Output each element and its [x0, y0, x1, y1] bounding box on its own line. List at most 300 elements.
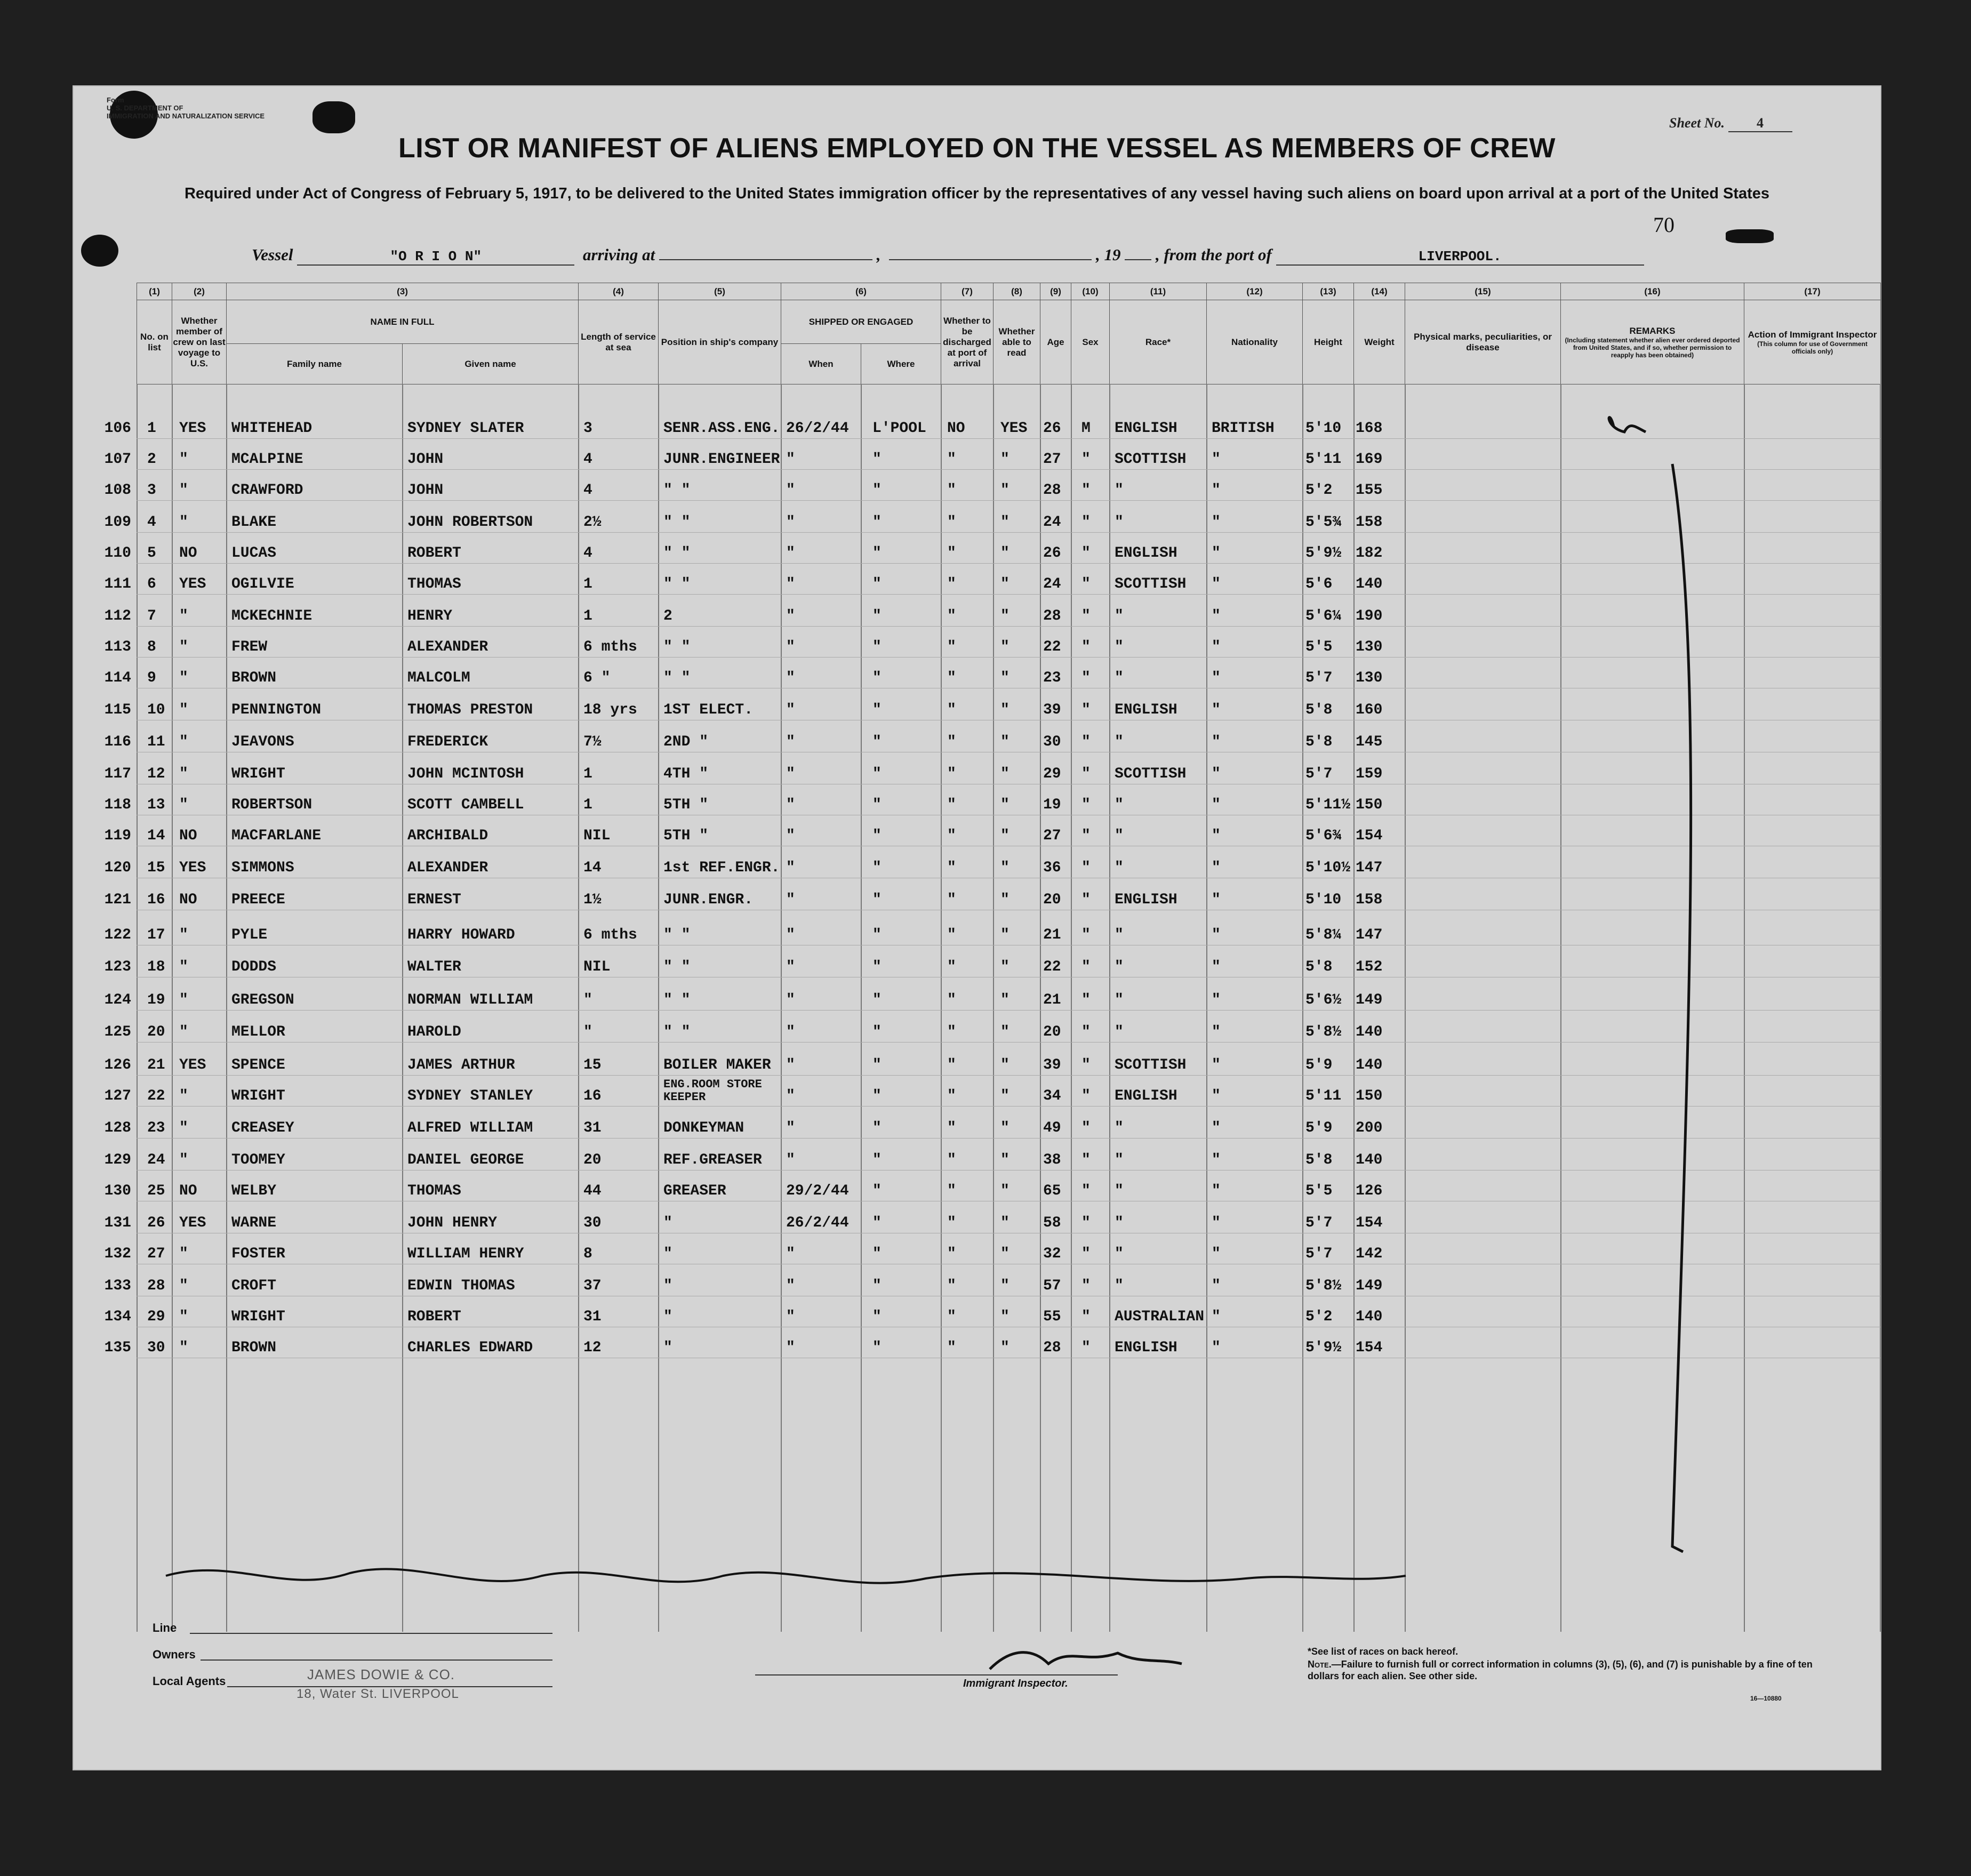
row-given-name: SCOTT CAMBELL	[407, 797, 524, 813]
row-nationality: "	[1212, 576, 1221, 592]
col-num: (12)	[1207, 283, 1303, 300]
row-position: SENR.ASS.ENG.	[663, 420, 780, 437]
row-read: "	[1000, 927, 1009, 943]
col-num: (6)	[781, 283, 941, 300]
row-service: 15	[583, 1057, 602, 1073]
row-nationality: "	[1212, 797, 1221, 813]
row-line-number: 129	[104, 1152, 131, 1168]
row-sex: "	[1081, 1120, 1091, 1136]
from-port-label: from the port of	[1164, 245, 1272, 264]
row-read: "	[1000, 608, 1009, 624]
row-nationality: "	[1212, 702, 1221, 718]
row-where: "	[872, 860, 882, 876]
row-height: 5'8	[1305, 734, 1333, 750]
row-race: SCOTTISH	[1115, 576, 1187, 592]
row-race: "	[1115, 514, 1124, 531]
row-read: "	[1000, 1183, 1009, 1199]
row-prev-voyage: "	[179, 639, 188, 655]
row-given-name: FREDERICK	[407, 734, 488, 750]
row-read: "	[1000, 482, 1009, 499]
inspector-initial-mark	[1609, 418, 1646, 432]
vessel-label: Vessel	[252, 245, 293, 264]
row-height: 5'6	[1305, 576, 1333, 592]
row-given-name: ALFRED WILLIAM	[407, 1120, 533, 1136]
row-given-name: ERNEST	[407, 892, 461, 908]
row-line-number: 128	[104, 1120, 131, 1136]
row-height: 5'7	[1305, 766, 1333, 782]
year-label: 19	[1104, 245, 1121, 264]
row-weight: 190	[1356, 608, 1383, 624]
row-where: "	[872, 1309, 882, 1325]
row-no: 4	[147, 514, 156, 531]
row-nationality: "	[1212, 828, 1221, 844]
row-height: 5'6½	[1305, 992, 1342, 1008]
row-line-number: 131	[104, 1215, 131, 1231]
row-line-number: 116	[104, 734, 131, 750]
row-discharged: "	[947, 1057, 956, 1073]
row-age: 28	[1043, 482, 1061, 499]
row-read: "	[1000, 1215, 1009, 1231]
row-line-number: 133	[104, 1278, 131, 1294]
row-service: "	[583, 992, 592, 1008]
row-read: "	[1000, 1088, 1009, 1104]
row-age: 26	[1043, 545, 1061, 562]
row-nationality: "	[1212, 1024, 1221, 1040]
row-read: "	[1000, 734, 1009, 750]
page-title: LIST OR MANIFEST OF ALIENS EMPLOYED ON THE VESSEL AS MEMBERS OF CREW	[398, 133, 1556, 164]
row-when: "	[786, 482, 795, 499]
row-discharged: "	[947, 1340, 956, 1356]
row-weight: 130	[1356, 639, 1383, 655]
row-sex: "	[1081, 797, 1091, 813]
row-height: 5'5¾	[1305, 514, 1342, 531]
row-race: AUSTRALIAN	[1115, 1309, 1205, 1325]
row-position: " "	[663, 639, 691, 655]
row-height: 5'8¼	[1305, 927, 1342, 943]
row-read: "	[1000, 1152, 1009, 1168]
row-family-name: CREASEY	[231, 1120, 294, 1136]
row-service: 14	[583, 860, 602, 876]
row-age: 29	[1043, 766, 1061, 782]
row-height: 5'9	[1305, 1120, 1333, 1136]
row-where: "	[872, 1088, 882, 1104]
row-position: " "	[663, 576, 691, 592]
row-sex: "	[1081, 1088, 1091, 1104]
row-no: 29	[147, 1309, 165, 1325]
row-prev-voyage: "	[179, 1024, 188, 1040]
row-sex: "	[1081, 1246, 1091, 1262]
col-num: (3)	[227, 283, 579, 300]
row-no: 15	[147, 860, 165, 876]
row-line-number: 132	[104, 1246, 131, 1262]
row-line-number: 118	[104, 797, 131, 813]
row-service: 6 "	[583, 670, 611, 686]
row-given-name: ALEXANDER	[407, 639, 488, 655]
row-line-number: 127	[104, 1088, 131, 1104]
row-height: 5'9	[1305, 1057, 1333, 1073]
row-nationality: "	[1212, 1340, 1221, 1356]
row-position: " "	[663, 992, 691, 1008]
row-prev-voyage: "	[179, 992, 188, 1008]
row-sex: "	[1081, 1215, 1091, 1231]
col-subheader: When	[781, 344, 861, 384]
row-position: "	[663, 1309, 672, 1325]
row-nationality: "	[1212, 766, 1221, 782]
row-race: ENGLISH	[1115, 545, 1177, 562]
row-sex: "	[1081, 992, 1091, 1008]
row-when: "	[786, 992, 795, 1008]
row-height: 5'11½	[1305, 797, 1351, 813]
col-subheader: Family name	[227, 344, 403, 384]
row-sex: "	[1081, 828, 1091, 844]
row-no: 8	[147, 639, 156, 655]
row-when: "	[786, 892, 795, 908]
row-read: "	[1000, 451, 1009, 468]
row-line-number: 123	[104, 959, 131, 975]
row-given-name: THOMAS PRESTON	[407, 702, 533, 718]
row-service: 12	[583, 1340, 602, 1356]
handwritten-number: 70	[1653, 213, 1674, 237]
row-nationality: "	[1212, 608, 1221, 624]
row-sex: "	[1081, 670, 1091, 686]
row-age: 34	[1043, 1088, 1061, 1104]
row-when: "	[786, 766, 795, 782]
row-weight: 149	[1356, 992, 1383, 1008]
row-prev-voyage: "	[179, 1309, 188, 1325]
row-sex: "	[1081, 1278, 1091, 1294]
row-where: "	[872, 702, 882, 718]
row-no: 22	[147, 1088, 165, 1104]
row-height: 5'10	[1305, 420, 1342, 437]
footer-owners-rule	[201, 1659, 552, 1661]
row-position: 5TH "	[663, 828, 709, 844]
row-family-name: DODDS	[231, 959, 277, 975]
row-race: "	[1115, 639, 1124, 655]
note-text: —Failure to furnish full or correct information in columns (3), (5), (6), and (7) is punishable by a fine of ten dollars for each alien. See other side.	[1308, 1659, 1813, 1681]
row-weight: 154	[1356, 828, 1383, 844]
row-prev-voyage: NO	[179, 545, 197, 562]
row-read: "	[1000, 860, 1009, 876]
col-num: (1)	[137, 283, 172, 300]
row-given-name: JOHN HENRY	[407, 1215, 498, 1231]
row-when: "	[786, 734, 795, 750]
col-header: Length of service at sea	[579, 300, 659, 384]
row-position: GREASER	[663, 1183, 726, 1199]
row-sex: "	[1081, 451, 1091, 468]
row-service: NIL	[583, 959, 611, 975]
row-race: "	[1115, 1246, 1124, 1262]
row-weight: 147	[1356, 860, 1383, 876]
row-discharged: "	[947, 545, 956, 562]
row-age: 28	[1043, 1340, 1061, 1356]
row-sex: "	[1081, 639, 1091, 655]
row-age: 20	[1043, 1024, 1061, 1040]
col-num: (17)	[1744, 283, 1881, 300]
row-when: "	[786, 451, 795, 468]
row-read: "	[1000, 992, 1009, 1008]
col-num: (2)	[172, 283, 227, 300]
row-height: 5'11	[1305, 451, 1342, 468]
row-position: "	[663, 1340, 672, 1356]
row-family-name: WRIGHT	[231, 1088, 285, 1104]
row-where: "	[872, 959, 882, 975]
row-position: 1st REF.ENGR.	[663, 860, 780, 876]
row-line-number: 114	[104, 670, 131, 686]
row-sex: "	[1081, 482, 1091, 499]
row-where: "	[872, 1278, 882, 1294]
row-family-name: BLAKE	[231, 514, 277, 531]
row-where: "	[872, 576, 882, 592]
col-num: (5)	[659, 283, 781, 300]
row-discharged: "	[947, 766, 956, 782]
row-service: 1	[583, 576, 592, 592]
col-num: (10)	[1071, 283, 1110, 300]
row-weight: 182	[1356, 545, 1383, 562]
col-header: NAME IN FULL	[227, 300, 579, 344]
row-line-number: 117	[104, 766, 131, 782]
row-age: 22	[1043, 959, 1061, 975]
row-where: "	[872, 766, 882, 782]
row-age: 58	[1043, 1215, 1061, 1231]
footer-line-rule	[190, 1633, 552, 1634]
row-age: 20	[1043, 892, 1061, 908]
row-nationality: "	[1212, 670, 1221, 686]
row-prev-voyage: "	[179, 1246, 188, 1262]
row-when: "	[786, 576, 795, 592]
row-sex: "	[1081, 1309, 1091, 1325]
row-weight: 140	[1356, 1309, 1383, 1325]
col-header: Age	[1040, 300, 1071, 384]
row-discharged: "	[947, 797, 956, 813]
row-where: "	[872, 1120, 882, 1136]
row-sex: "	[1081, 1340, 1091, 1356]
col-subheader: Given name	[403, 344, 579, 384]
row-line-number: 130	[104, 1183, 131, 1199]
row-no: 5	[147, 545, 156, 562]
row-given-name: JOHN	[407, 451, 444, 468]
row-given-name: ARCHIBALD	[407, 828, 488, 844]
row-given-name: SYDNEY SLATER	[407, 420, 524, 437]
row-race: "	[1115, 992, 1124, 1008]
row-where: "	[872, 927, 882, 943]
footer-line-label: Line	[153, 1621, 177, 1634]
row-discharged: "	[947, 702, 956, 718]
row-where: "	[872, 734, 882, 750]
row-when: "	[786, 1246, 795, 1262]
row-no: 13	[147, 797, 165, 813]
row-position: 5TH "	[663, 797, 709, 813]
row-position: " "	[663, 927, 691, 943]
row-height: 5'5	[1305, 1183, 1333, 1199]
row-position: ENG.ROOM STORE KEEPER	[663, 1078, 762, 1104]
row-sex: "	[1081, 1183, 1091, 1199]
row-given-name: MALCOLM	[407, 670, 470, 686]
row-line-number: 125	[104, 1024, 131, 1040]
row-discharged: "	[947, 576, 956, 592]
row-sex: "	[1081, 608, 1091, 624]
row-age: 39	[1043, 1057, 1061, 1073]
row-no: 18	[147, 959, 165, 975]
row-weight: 155	[1356, 482, 1383, 499]
row-height: 5'6¼	[1305, 608, 1342, 624]
row-where: "	[872, 670, 882, 686]
row-when: "	[786, 514, 795, 531]
row-family-name: PENNINGTON	[231, 702, 322, 718]
row-when: "	[786, 545, 795, 562]
row-height: 5'8	[1305, 959, 1333, 975]
row-sex: "	[1081, 927, 1091, 943]
row-prev-voyage: "	[179, 1152, 188, 1168]
row-when: "	[786, 1278, 795, 1294]
vessel-name: "O R I O N"	[297, 248, 574, 266]
row-prev-voyage: "	[179, 1278, 188, 1294]
row-where: "	[872, 797, 882, 813]
row-service: 37	[583, 1278, 602, 1294]
row-sex: "	[1081, 576, 1091, 592]
row-discharged: "	[947, 860, 956, 876]
row-family-name: MCALPINE	[231, 451, 303, 468]
row-weight: 154	[1356, 1215, 1383, 1231]
row-given-name: EDWIN THOMAS	[407, 1278, 515, 1294]
row-no: 9	[147, 670, 156, 686]
row-service: 31	[583, 1120, 602, 1136]
row-family-name: TOOMEY	[231, 1152, 285, 1168]
row-discharged: "	[947, 1183, 956, 1199]
row-age: 26	[1043, 420, 1061, 437]
row-nationality: "	[1212, 1120, 1221, 1136]
row-position: "	[663, 1215, 672, 1231]
row-given-name: ALEXANDER	[407, 860, 488, 876]
row-weight: 140	[1356, 576, 1383, 592]
row-line-number: 115	[104, 702, 131, 718]
row-no: 26	[147, 1215, 165, 1231]
row-discharged: NO	[947, 420, 965, 437]
row-service: 4	[583, 482, 592, 499]
row-race: ENGLISH	[1115, 1088, 1177, 1104]
row-where: "	[872, 992, 882, 1008]
row-line-number: 120	[104, 860, 131, 876]
row-family-name: WELBY	[231, 1183, 277, 1199]
row-where: "	[872, 608, 882, 624]
row-prev-voyage: YES	[179, 860, 206, 876]
row-line-number: 124	[104, 992, 131, 1008]
row-read: "	[1000, 1024, 1009, 1040]
row-when: "	[786, 1088, 795, 1104]
row-prev-voyage: "	[179, 702, 188, 718]
row-no: 25	[147, 1183, 165, 1199]
row-prev-voyage: "	[179, 1120, 188, 1136]
row-height: 5'8½	[1305, 1278, 1342, 1294]
row-service: 16	[583, 1088, 602, 1104]
row-discharged: "	[947, 514, 956, 531]
row-position: " "	[663, 1024, 691, 1040]
row-family-name: FREW	[231, 639, 268, 655]
row-family-name: GREGSON	[231, 992, 294, 1008]
row-age: 24	[1043, 514, 1061, 531]
row-no: 24	[147, 1152, 165, 1168]
row-given-name: WALTER	[407, 959, 461, 975]
col-header: Whether to be discharged at port of arrival	[941, 300, 993, 384]
row-sex: "	[1081, 766, 1091, 782]
col-header: No. on list	[137, 300, 172, 384]
row-nationality: "	[1212, 959, 1221, 975]
row-weight: 168	[1356, 420, 1383, 437]
row-position: "	[663, 1278, 672, 1294]
row-age: 21	[1043, 992, 1061, 1008]
remarks-header: REMARKS	[1629, 325, 1676, 336]
row-weight: 145	[1356, 734, 1383, 750]
row-given-name: JOHN ROBERTSON	[407, 514, 533, 531]
row-discharged: "	[947, 1120, 956, 1136]
row-race: "	[1115, 1215, 1124, 1231]
row-race: "	[1115, 1152, 1124, 1168]
row-prev-voyage: "	[179, 514, 188, 531]
row-line-number: 108	[104, 482, 131, 499]
form-code: 16—10880	[1750, 1695, 1782, 1702]
row-service: 44	[583, 1183, 602, 1199]
row-when: "	[786, 670, 795, 686]
row-discharged: "	[947, 1309, 956, 1325]
row-given-name: JOHN	[407, 482, 444, 499]
row-race: ENGLISH	[1115, 892, 1177, 908]
row-prev-voyage: "	[179, 959, 188, 975]
row-height: 5'9½	[1305, 1340, 1342, 1356]
row-nationality: "	[1212, 545, 1221, 562]
row-service: 3	[583, 420, 592, 437]
row-race: ENGLISH	[1115, 420, 1177, 437]
row-height: 5'5	[1305, 639, 1333, 655]
row-nationality: "	[1212, 1057, 1221, 1073]
row-height: 5'7	[1305, 1246, 1333, 1262]
row-service: 18 yrs	[583, 702, 637, 718]
row-height: 5'8	[1305, 1152, 1333, 1168]
row-prev-voyage: "	[179, 797, 188, 813]
row-service: 4	[583, 451, 592, 468]
row-discharged: "	[947, 734, 956, 750]
col-header: SHIPPED OR ENGAGED	[781, 300, 941, 344]
row-no: 1	[147, 420, 156, 437]
row-read: "	[1000, 576, 1009, 592]
row-sex: "	[1081, 1057, 1091, 1073]
row-sex: "	[1081, 1024, 1091, 1040]
row-discharged: "	[947, 482, 956, 499]
row-line-number: 106	[104, 420, 131, 437]
row-height: 5'10	[1305, 892, 1342, 908]
note-penalty	[1308, 1658, 1841, 1682]
row-position: "	[663, 1246, 672, 1262]
row-height: 5'8½	[1305, 1024, 1342, 1040]
row-family-name: SPENCE	[231, 1057, 285, 1073]
row-read: YES	[1000, 420, 1028, 437]
footer-owners-label: Owners	[153, 1648, 196, 1661]
row-sex: "	[1081, 1152, 1091, 1168]
row-family-name: WRIGHT	[231, 766, 285, 782]
row-where: L'POOL	[872, 420, 926, 437]
col-num: (13)	[1303, 283, 1354, 300]
col-header: Physical marks, peculiarities, or disease	[1405, 300, 1561, 384]
row-no: 3	[147, 482, 156, 499]
row-where: "	[872, 1340, 882, 1356]
row-read: "	[1000, 1246, 1009, 1262]
sheet-number-label: Sheet No.	[1669, 115, 1725, 131]
row-prev-voyage: "	[179, 608, 188, 624]
row-sex: "	[1081, 959, 1091, 975]
col-num: (15)	[1405, 283, 1561, 300]
row-when: "	[786, 1152, 795, 1168]
row-service: 1	[583, 797, 592, 813]
row-when: "	[786, 1340, 795, 1356]
row-nationality: "	[1212, 514, 1221, 531]
